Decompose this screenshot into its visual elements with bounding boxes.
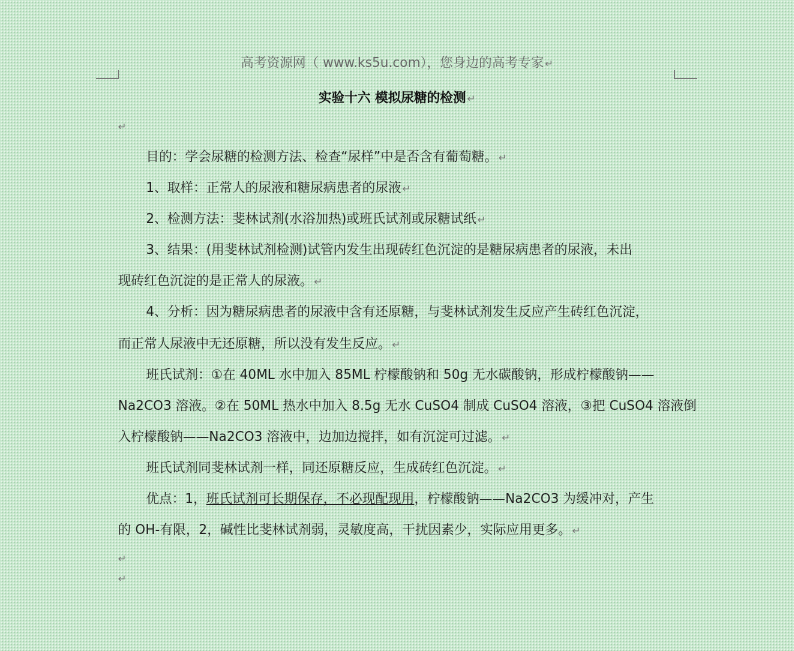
crop-mark-right-icon <box>674 70 697 79</box>
adv-suffix: ，柠檬酸钠——Na2CO3 为缓冲对，产生 <box>414 492 654 507</box>
paragraph-method <box>146 212 486 229</box>
paragraph-mark-icon: ↵ <box>392 340 401 351</box>
empty-paragraph-mark-icon: ↵ <box>118 122 127 133</box>
empty-paragraph-mark-icon: ↵ <box>118 574 127 585</box>
header-text: 高考资源网（ www.ks5u.com），您身边的高考专家 <box>240 56 544 71</box>
analysis-text-2: 而正常人尿液中无还原糖，所以没有发生反应。 <box>118 337 392 352</box>
paragraph-result-line2 <box>118 274 322 291</box>
method-text: 2、检测方法：斐林试剂(水浴加热)或班氏试剂或尿糖试纸 <box>146 212 477 227</box>
paragraph-mark-icon: ↵ <box>467 94 476 105</box>
reagent-text-1: 班氏试剂：①在 40ML 水中加入 85ML 柠檬酸钠和 50g 无水碳酸钠，形成柠檬酸钠—— <box>146 368 655 383</box>
document-title <box>0 87 794 106</box>
title-text: 实验十六 模拟尿糖的检测 <box>318 91 467 106</box>
paragraph-mark-icon: ↵ <box>402 184 411 195</box>
sampling-text: 1、取样：正常人的尿液和糖尿病患者的尿液 <box>146 181 402 196</box>
paragraph-mark-icon: ↵ <box>477 215 486 226</box>
paragraph-mark-icon: ↵ <box>572 526 581 537</box>
paragraph-analysis-line2 <box>118 337 400 354</box>
empty-paragraph-mark-icon: ↵ <box>118 554 127 565</box>
paragraph-same <box>146 461 506 478</box>
paragraph-mark-icon: ↵ <box>498 153 507 164</box>
adv-text-2: 的 OH-有限，2，碱性比斐林试剂弱，灵敏度高，干扰因素少，实际应用更多。 <box>118 523 572 538</box>
adv-prefix: 优点：1， <box>146 492 207 507</box>
paragraph-mark-icon: ↵ <box>501 433 511 444</box>
result-text-1: 3、结果：(用斐林试剂检测)试管内发生出现砖红色沉淀的是糖尿病患者的尿液，未出 <box>146 243 633 258</box>
purpose-text: 目的：学会尿糖的检测方法、检查“尿样”中是否含有葡萄糖。 <box>146 150 498 165</box>
analysis-text-1: 4、分析：因为糖尿病患者的尿液中含有还原糖，与斐林试剂发生反应产生砖红色沉淀， <box>146 305 649 320</box>
result-text-2: 现砖红色沉淀的是正常人的尿液。 <box>118 274 314 289</box>
paragraph-mark-icon: ↵ <box>544 59 554 70</box>
paragraph-advantages-line2 <box>118 523 581 540</box>
reagent-text-2: Na2CO3 溶液。②在 50ML 热水中加入 8.5g 无水 CuSO4 制成 CuSO4 溶液，③把 CuSO4 溶液倒 <box>118 399 697 414</box>
paragraph-reagent-line2 <box>118 399 696 415</box>
page-header <box>0 52 794 71</box>
crop-mark-left-icon <box>96 70 119 79</box>
paragraph-mark-icon: ↵ <box>314 277 323 288</box>
reagent-text-3: 入柠檬酸钠——Na2CO3 溶液中，边加边搅拌，如有沉淀可过滤。 <box>118 430 501 445</box>
same-text: 班氏试剂同斐林试剂一样，同还原糖反应，生成砖红色沉淀。 <box>146 461 498 476</box>
paragraph-reagent-line1 <box>146 368 654 384</box>
adv-underlined-text: 班氏试剂可长期保存，不必现配现用 <box>206 492 415 507</box>
paragraph-purpose <box>146 150 507 167</box>
paragraph-result-line1 <box>146 243 632 259</box>
paragraph-reagent-line3 <box>118 430 510 447</box>
paragraph-sampling <box>146 181 411 198</box>
paragraph-analysis-line1 <box>146 305 648 321</box>
paragraph-mark-icon: ↵ <box>498 464 507 475</box>
paragraph-advantages-line1 <box>146 492 654 508</box>
